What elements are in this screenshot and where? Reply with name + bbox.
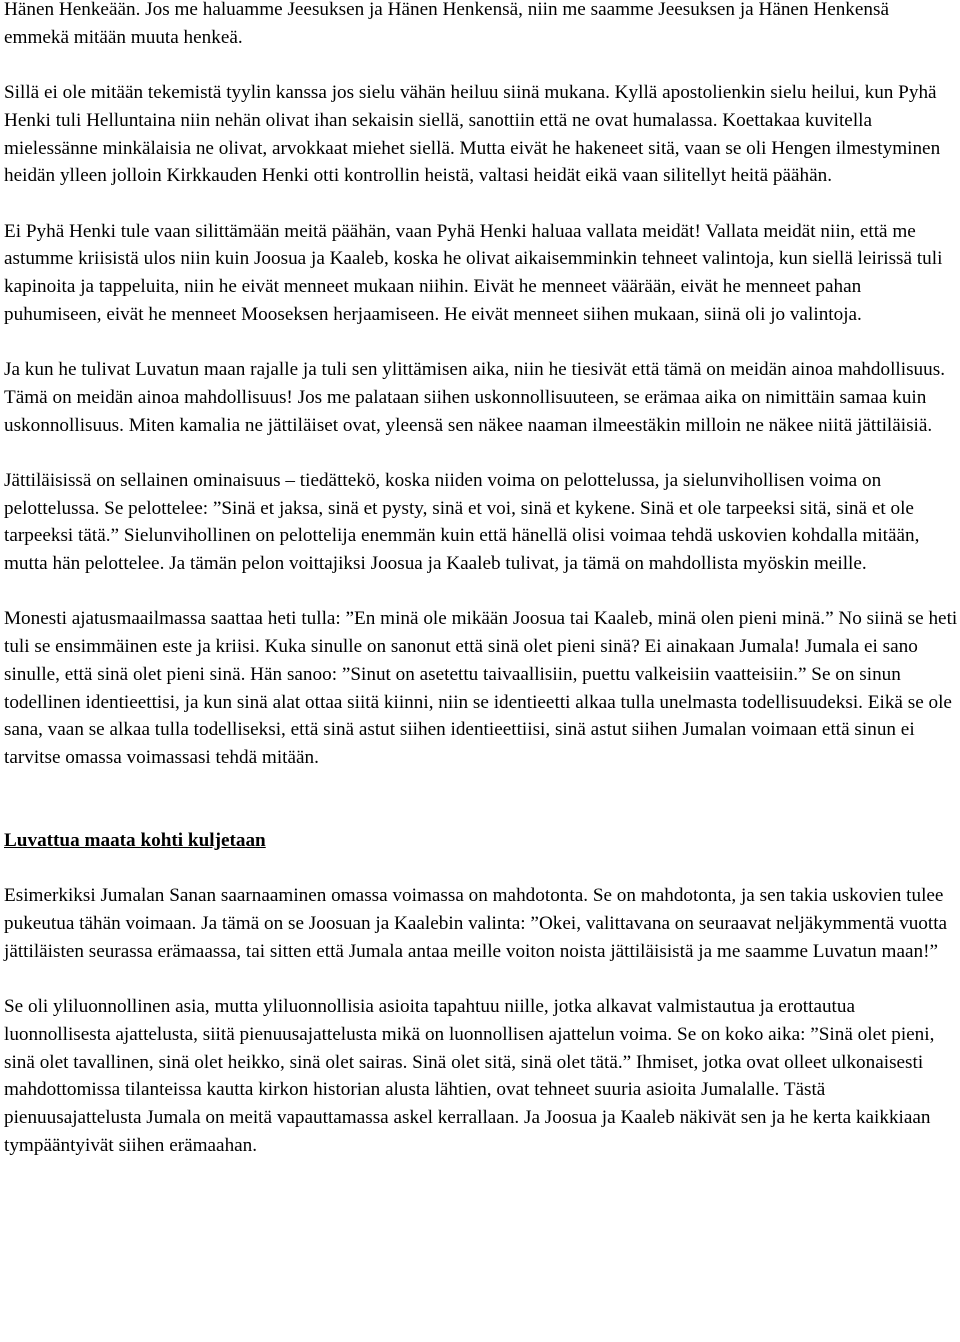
paragraph: Ja kun he tulivat Luvatun maan rajalle ja tuli sen ylittämisen aika, niin he tiesivät että tämä on meidän ainoa mahdollisuus. Tämä on meidän ainoa mahdollisuus! Jos me palataan siihen uskonnollisuuteen, se erämaa aika on nimittäin samaa kuin uskonnollisuus. Miten kamalia ne jättiläiset ovat, yleensä sen näkee naaman ilmeestäkin milloin ne näkee niitä jättiläisiä.	[4, 359, 946, 436]
paragraph: Esimerkiksi Jumalan Sanan saarnaaminen omassa voimassa on mahdotonta. Se on mahdotonta, ja sen takia uskovien tulee pukeutua tähän voimaan. Ja tämä on se Joosuan ja Kaalebin valinta: ”Okei, valittavana on seuraavat neljäkymmentä vuotta jättiläisten seurassa erämaassa, tai sitten että Jumala antaa meille voiton noista jättiläisistä ja me saamme Luvatun maan!”	[4, 885, 948, 962]
section-heading: Luvattua maata kohti kuljetaan	[4, 829, 266, 851]
paragraph: Ei Pyhä Henki tule vaan silittämään meitä päähän, vaan Pyhä Henki haluaa vallata meidät! Vallata meidät niin, että me astumme kriisistä ulos niin kuin Joosua ja Kaaleb, koska he olivat aikaisemminkin tehneet valintoja, kun siellä leirissä tuli kapinoita ja tappeluita, niin he eivät menneet mukaan niihin. Eivät he menneet väärään, eivät he menneet pahan puhumiseen, eivät he menneet Mooseksen herjaamiseen. He eivät menneet siihen mukaan, siinä oli jo valintoja.	[4, 220, 943, 325]
document-page	[4, 0, 958, 1187]
blank-line	[4, 799, 958, 827]
paragraph: Jättiläisissä on sellainen ominaisuus – tiedättekö, koska niiden voima on pelottelussa, ja sielunvihollisen voima on pelottelussa. Se pelottelee: ”Sinä et jaksa, sinä et pysty, sinä et voi, sinä et kykene. Sinä et ole tarpeeksi sitä, sinä et ole tarpeeksi tätä.” Sielunvihollinen on pelottelija enemmän kuin että hänellä olisi voimaa tehdä uskovien kohdalla mitään, mutta hän pelottelee. Ja tämän pelon voittajiksi Joosua ja Kaaleb tulivat, ja tämä on mahdollista myöskin meille.	[4, 469, 920, 574]
paragraph: Se oli yliluonnollinen asia, mutta yliluonnollisia asioita tapahtuu niille, jotka alkavat valmistautua ja erottautua luonnollisesta ajattelusta, siitä pienuusajattelusta mikä on luonnollisen ajattelun voima. Se on koko aika: ”Sinä olet pieni, sinä olet tavallinen, sinä olet heikko, sinä olet sairas. Sinä olet sitä, sinä olet tätä.” Ihmiset, jotka ovat olleet ulkonaisesti mahdottomissa tilanteissa kautta kirkon historian alusta lähtien, ovat tehneet suuria asioita Jumalalle. Tästä pienuusajattelusta Jumala on meitä vapauttamassa askel kerrallaan. Ja Joosua ja Kaaleb näkivät sen ja he kerta kaikkiaan tympääntyivät siihen erämaahan.	[4, 996, 935, 1156]
paragraph: Monesti ajatusmaailmassa saattaa heti tulla: ”En minä ole mikään Joosua tai Kaaleb, minä olen pieni minä.” No siinä se heti tuli se ensimmäinen este ja kriisi. Kuka sinulle on sanonut että sinä olet pieni sinä? Ei ainakaan Jumala! Jumala ei sano sinulle, että sinä olet pieni sinä. Hän sanoo: ”Sinut on asetettu taivaallisiin, puettu valkeisiin vaatteisiin.” Se on sinun todellinen identieettisi, ja kun sinä alat ottaa siitä kiinni, niin se identieetti alkaa tulla unelmasta todellisuudeksi. Eikä se ole sana, vaan se alkaa tulla todelliseksi, että sinä astut siihen identieettiisi, sinä astut siihen Jumalan voimaan että sinun ei tarvitse omassa voimassasi tehdä mitään.	[4, 608, 958, 768]
paragraph: Hänen Henkeään. Jos me haluamme Jeesuksen ja Hänen Henkensä, niin me saamme Jeesuksen ja Hänen Henkensä emmekä mitään muuta henkeä.	[4, 0, 889, 48]
paragraph: Sillä ei ole mitään tekemistä tyylin kanssa jos sielu vähän heiluu siinä mukana. Kyllä apostolienkin sielu heilui, kun Pyhä Henki tuli Helluntaina niin nehän olivat ihan sekaisin siellä, sanottiin että ne ovat humalassa. Koettakaa kuvitella mielessänne minkälaisia ne olivat, arvokkaat miehet siellä. Mutta eivät he hakeneet sitä, vaan se oli Hengen ilmestyminen heidän ylleen jolloin Kirkkauden Henki otti kontrollin heistä, valtasi heidät eikä vaan silitellyt heitä päähän.	[4, 82, 941, 187]
